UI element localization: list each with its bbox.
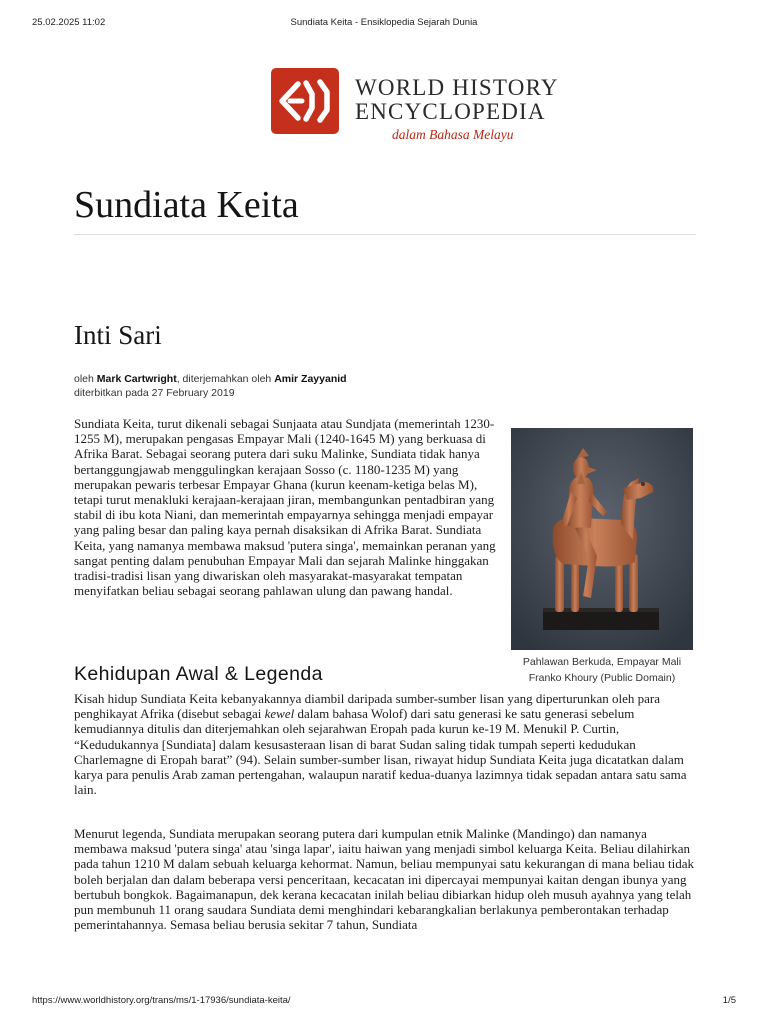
figure-caption [498,654,706,686]
byline [74,373,347,400]
title-divider [74,234,696,235]
print-datetime: 25.02.2025 11:02 [32,17,106,28]
figure-credit: Franko Khoury (Public Domain) [528,672,676,684]
paragraph-2-italic-term: kewel [264,706,295,722]
site-logo[interactable] [271,68,571,142]
published-date: 27 February 2019 [151,386,235,399]
page-title: Sundiata Keita [74,184,299,226]
print-footer [0,995,768,1009]
logo-line-2: ENCYCLOPEDIA [355,99,546,124]
paragraph-2-part-2: dalam bahasa Wolof) dari satu generasi ke satu generasi sebelum kemudiannya ditulis dan diterjemahkan oleh sejarahwan Eropah pada kurun ke-19 M. Menukil P. Curtin, “Kedudukannya [Sundiata] dalam kesusasteraan lisan di barat Sudan saling tidak tumpah seperti kedudukan Charlemagne di Eropah barat” (94). Selain sumber-sumber lisan, riwayat hidup Sundiata Keita juga dicatatkan dalam karya para penulis Arab zaman pertengahan, walaupun naratif kedua-duanya lazimnya tidak sepadan antara satu sama lain. [74,706,687,798]
byline-translated-prefix: , diterjemahkan oleh [176,373,275,385]
byline-published [74,387,347,401]
article-paragraph-2 [74,691,694,797]
author-link[interactable]: Mark Cartwright [96,373,177,385]
subheading-early-life: Kehidupan Awal & Legenda [74,663,323,685]
translator-link[interactable]: Amir Zayyanid [274,373,347,385]
article-paragraph-1: Sundiata Keita, turut dikenali sebagai Sunjaata atau Sundjata (memerintah 1230-1255 M), merupakan pengasas Empayar Mali (1240-1645 M) yang berkuasa di Afrika Barat. Sebagai seorang putera dari suku Malinke, Sundiata tidak hanya bertanggungjawab menggulingkan kerajaan Sosso (c. 1180-1235 M) yang merupakan pewaris terbesar Empayar Ghana (kurun keenam-ketiga belas M), tetapi turut menakluki kerajaan-kerajaan jiran, membangunkan pentadbiran yang stabil di ibu kota Niani, dan memerintah empayarnya sehingga menjadi empayar yang paling besar dan paling kaya pernah disaksikan di Afrika Barat. Sundiata Keita, yang namanya membawa maksud 'putera singa', memainkan peranan yang sangat penting dalam penubuhan Empayar Mali dan sejarah Malinke hinggakan tradisi-tradisi lisan yang diwariskan oleh masyarakat-masyarakat tempatan menyifatkan beliau sebagai seorang pahlawan ulung dan pawang handal. [74,416,496,599]
logo-subtitle: dalam Bahasa Melayu [392,127,514,142]
equestrian-statue-image [511,428,693,650]
byline-by-prefix: oleh [74,373,97,385]
figure-caption-title: Pahlawan Berkuda, Empayar Mali [522,656,682,668]
section-title: Inti Sari [74,320,162,350]
article-paragraph-3: Menurut legenda, Sundiata merupakan seorang putera dari kumpulan etnik Malinke (Mandingo) dan namanya membawa maksud 'putera singa' atau 'singa lapar', iaitu haiwan yang menjadi simbol keluarga Keita. Beliau dilahirkan pada tahun 1210 M dalam sebuah keluarga kehormat. Namun, beliau mempunyai satu kekurangan di mana beliau tidak boleh berjalan dan dalam beberapa versi penceritaan, kecacatan ini dipercayai mempunyai kaitan dengan ibunya yang bertubuh bongkok. Bagaimanapun, dek kerana kecacatan inilah beliau dibiarkan hidup oleh musuh ayahnya yang telah pun membunuh 11 orang saudara Sundiata demi menghindari kebarangkalian berlakunya pemberontakan terhadap pemerintahannya. Semasa beliau berusia sekitar 7 tahun, Sundiata [74,826,694,933]
print-doc-title: Sundiata Keita - Ensiklopedia Sejarah Dunia [290,17,478,28]
published-prefix: diterbitkan pada [74,386,152,399]
logo-emblem-icon [271,68,339,134]
logo-line-1: WORLD HISTORY [355,75,559,100]
byline-authors [74,373,347,387]
print-header [0,17,768,31]
print-url: https://www.worldhistory.org/trans/ms/1-17936/sundiata-keita/ [32,995,291,1006]
page-number: 1/5 [722,995,736,1006]
figure-image[interactable] [511,428,693,650]
paragraph-2-part-1: Kisah hidup Sundiata Keita kebanyakannya diambil daripada sumber-sumber lisan yang diperturunkan oleh para penghikayat Afrika (disebut sebagai [74,691,661,722]
logo-wordmark [355,76,559,124]
